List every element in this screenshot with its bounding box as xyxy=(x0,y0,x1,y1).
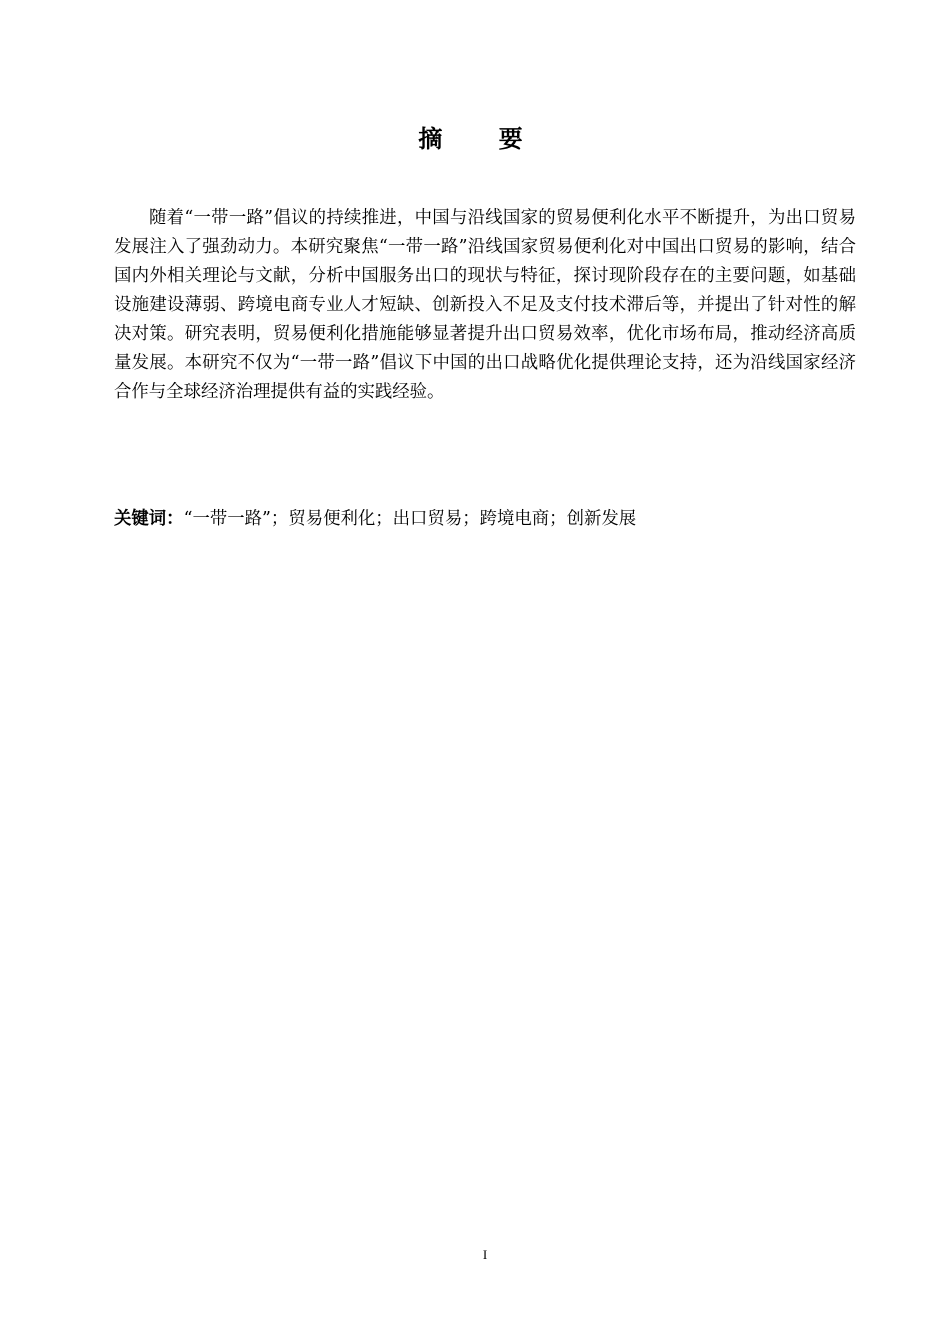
page-number: I xyxy=(482,1247,488,1262)
page-title: 摘 要 xyxy=(418,125,547,153)
keywords-label: 关键词： xyxy=(114,509,184,529)
keywords-line xyxy=(114,505,856,534)
keywords-value: “一带一路”；贸易便利化；出口贸易；跨境电商；创新发展 xyxy=(183,509,637,529)
abstract-body: 随着“一带一路”倡议的持续推进，中国与沿线国家的贸易便利化水平不断提升，为出口贸易发展注入了强劲动力。本研究聚焦“一带一路”沿线国家贸易便利化对中国出口贸易的影响，结合国内外相关理论与文献，分析中国服务出口的现状与特征，探讨现阶段存在的主要问题，如基础设施建设薄弱、跨境电商专业人才短缺、创新投入不足及支付技术滞后等，并提出了针对性的解决对策。研究表明，贸易便利化措施能够显著提升出口贸易效率，优化市场布局，推动经济高质量发展。本研究不仅为“一带一路”倡议下中国的出口战略优化提供理论支持，还为沿线国家经济合作与全球经济治理提供有益的实践经验。 xyxy=(114,208,856,402)
